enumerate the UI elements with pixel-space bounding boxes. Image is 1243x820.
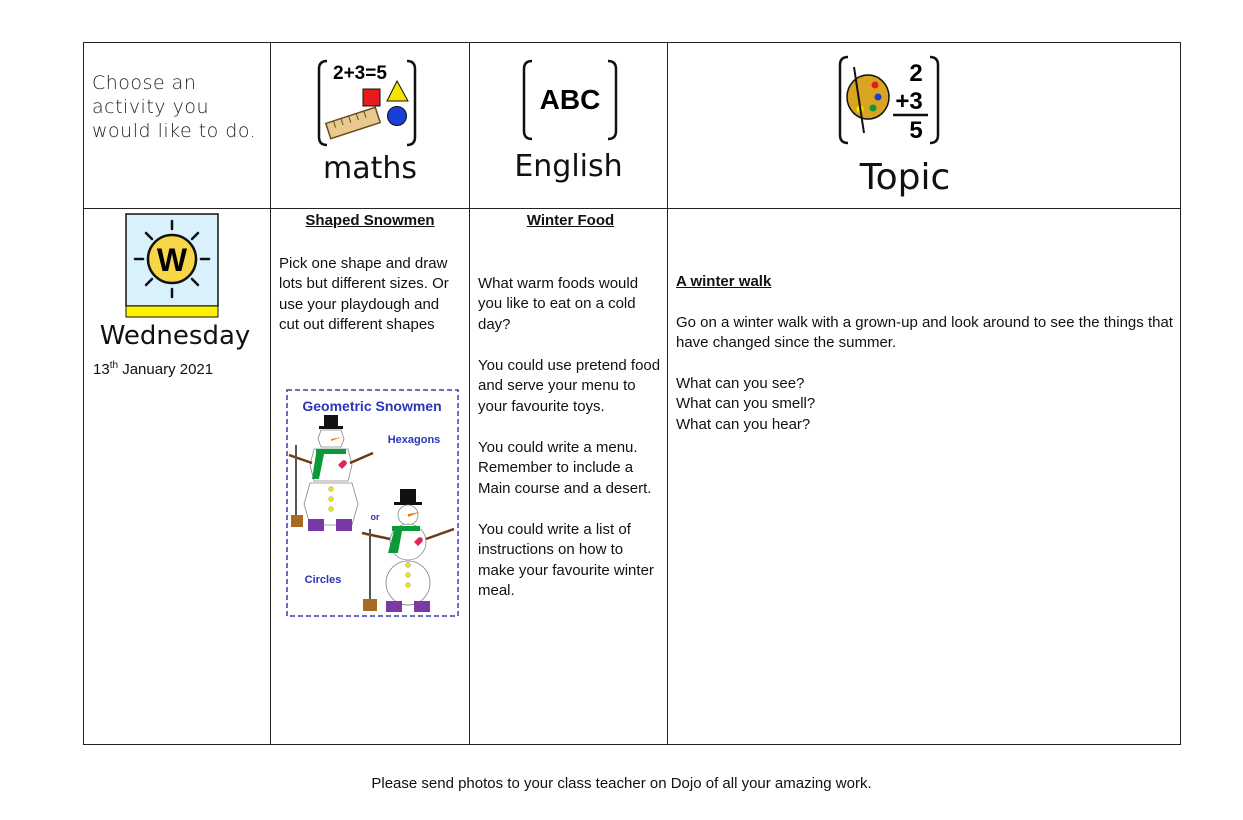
- footer-note: Please send photos to your class teacher on Dojo of all your amazing work.: [371, 775, 872, 792]
- topic-question: What can you hear?: [676, 415, 811, 433]
- maths-activity-cell: [279, 209, 461, 336]
- day-date: [93, 360, 213, 378]
- english-activity-heading: Winter Food: [526, 212, 615, 229]
- image-label-or: or: [370, 512, 380, 522]
- geometric-snowmen-image: [286, 389, 460, 619]
- english-icon-letters: ABC: [539, 84, 601, 115]
- date-suffix: th: [109, 360, 119, 371]
- palette-icon: [847, 75, 889, 119]
- day-name: Wednesday: [99, 321, 251, 351]
- date-rest: January 2021: [118, 361, 214, 378]
- english-paragraph: You could write a list of instructions on how to make your favourite winter meal.: [478, 520, 654, 599]
- image-label-circles: Circles: [304, 574, 342, 586]
- topic-icon-n2: +3: [895, 88, 923, 115]
- english-paragraph: What warm foods would you like to eat on a cold day?: [478, 274, 639, 333]
- topic-label: Topic: [859, 157, 951, 198]
- topic-icon-n1: 2: [909, 60, 923, 87]
- english-activity-cell: [478, 209, 663, 622]
- topic-question: What can you smell?: [676, 395, 816, 412]
- maths-label: maths: [322, 151, 417, 186]
- english-icon: [470, 51, 667, 161]
- english-label: English: [514, 149, 623, 184]
- english-header-cell: [470, 43, 667, 208]
- image-label-hexagons: Hexagons: [387, 434, 441, 446]
- topic-activity-intro: Go on a winter walk with a grown-up and look around to see the things that have changed since the summer.: [676, 313, 1173, 351]
- image-title: Geometric Snowmen: [302, 398, 442, 414]
- maths-icon-equation: 2+3=5: [333, 63, 387, 84]
- english-paragraph: You could use pretend food and serve your menu to your favourite toys.: [478, 356, 661, 415]
- date-day: 13: [93, 361, 110, 378]
- topic-header-cell: [668, 43, 1182, 208]
- topic-activity-cell: [676, 209, 1176, 435]
- activity-grid: [83, 42, 1181, 745]
- maths-icon: [271, 51, 469, 161]
- day-cell: [84, 209, 270, 745]
- topic-question: What can you see?: [676, 374, 805, 392]
- maths-activity-text: Pick one shape and draw lots but different sizes. Or use your playdough and cut out different shapes: [279, 254, 449, 333]
- topic-icon: [668, 47, 1182, 157]
- topic-activity-heading: A winter walk: [676, 273, 772, 290]
- english-paragraph: You could write a menu. Remember to include a Main course and a desert.: [478, 438, 652, 497]
- topic-icon-n3: 5: [909, 117, 923, 144]
- maths-header-cell: [271, 43, 469, 208]
- maths-activity-heading: Shaped Snowmen: [305, 212, 435, 229]
- day-sun-icon: [125, 213, 219, 319]
- day-icon-letter: W: [156, 242, 188, 278]
- intro-text: Choose an activity you would like to do.: [92, 72, 257, 142]
